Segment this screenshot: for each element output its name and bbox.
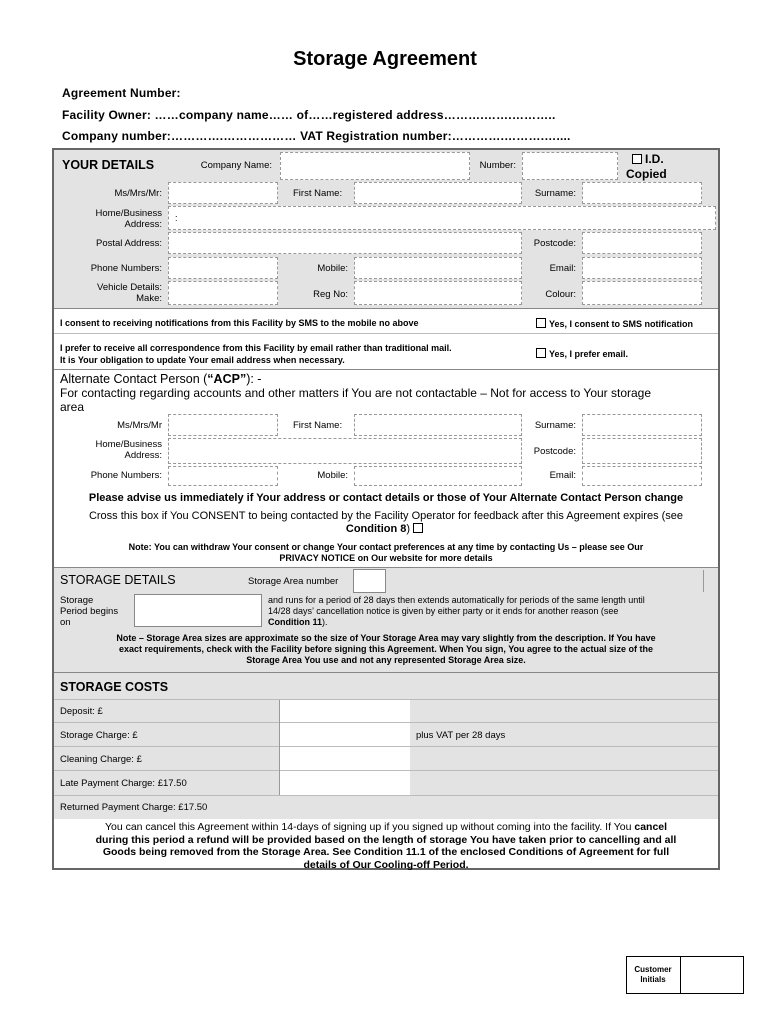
- acp-phone-label: Phone Numbers:: [90, 470, 162, 481]
- divider: [703, 570, 704, 592]
- acp-mobile-label: Mobile:: [317, 470, 348, 481]
- colour-label: Colour:: [545, 289, 576, 300]
- id-copied-label-2: Copied: [626, 167, 667, 181]
- deposit-label: Deposit: £: [60, 706, 103, 717]
- postcode-label: Postcode:: [533, 238, 576, 249]
- acp-description: For contacting regarding accounts and other matters if You are not contactable – Not for access to Your storage area: [60, 386, 652, 414]
- acp-phone-field[interactable]: [168, 466, 278, 486]
- divider: [54, 308, 718, 309]
- cooling-off-notice: You can cancel this Agreement within 14-days of signing up if you signed up without coming into the facility. If You cancel during this period a refund will be provided based on the length of storage You have taken prior to cancelling and all Goods being removed from the Storage Area. See Condition 11.1 of the enclosed Conditions of Agreement for full details of Our Cooling-off Period.: [95, 821, 677, 871]
- customer-initials-label: Customer Initials: [634, 965, 672, 984]
- storage-size-note: Note – Storage Area sizes are approximate so the size of Your Storage Area may vary slightly from the description. If You have exact requirements, check with the Facility before signing this Agreement. When You sign, You agree to the actual size of the Storage Area You use and not any represented Storage Area size.: [116, 633, 656, 665]
- email-preference-checkbox[interactable]: [536, 348, 628, 359]
- acp-email-label: Email:: [549, 470, 576, 481]
- acp-surname-field[interactable]: [582, 414, 702, 436]
- divider: [54, 770, 718, 771]
- facility-owner: Facility Owner: ……company name…… of……registered address……….…….………..: [62, 108, 556, 122]
- first-name-field[interactable]: [354, 182, 522, 204]
- feedback-consent: Cross this box if You CONSENT to being contacted by the Facility Operator for feedback after this Agreement expires (see Condition 8): [88, 510, 684, 535]
- sms-consent-label: Yes, I consent to SMS notification: [549, 319, 694, 329]
- address-colon: :: [175, 213, 178, 223]
- sms-consent-checkbox[interactable]: [536, 318, 693, 329]
- company-name-field[interactable]: [280, 152, 470, 180]
- acp-postcode-label: Postcode:: [533, 446, 576, 457]
- checkbox-icon: [536, 348, 546, 358]
- number-field[interactable]: [522, 152, 618, 180]
- postal-address-field[interactable]: [168, 232, 522, 254]
- vehicle-label: Vehicle Details: Make:: [97, 282, 162, 304]
- checkbox-icon: [632, 154, 642, 164]
- acp-postcode-field[interactable]: [582, 438, 702, 464]
- cleaning-charge-label: Cleaning Charge: £: [60, 754, 142, 765]
- period-begins-field[interactable]: [134, 594, 262, 627]
- feedback-consent-checkbox[interactable]: [413, 523, 423, 533]
- acp-first-name-label: First Name:: [293, 420, 343, 431]
- acp-email-field[interactable]: [582, 466, 702, 486]
- mobile-field[interactable]: [354, 257, 522, 279]
- address-field[interactable]: [168, 206, 716, 230]
- title-field[interactable]: [168, 182, 278, 204]
- storage-area-number-label: Storage Area number: [248, 576, 339, 587]
- mobile-label: Mobile:: [317, 263, 348, 274]
- acp-title-label: Ms/Mrs/Mr: [117, 420, 162, 431]
- phone-field[interactable]: [168, 257, 278, 279]
- divider: [54, 722, 718, 723]
- reg-no-label: Reg No:: [313, 289, 348, 300]
- period-terms: and runs for a period of 28 days then extends automatically for periods of the same length until 14/28 days’ cancellation notice is given by either party or it ends for another reason (see Condition 11).: [268, 595, 645, 627]
- divider: [54, 699, 718, 700]
- acp-surname-label: Surname:: [534, 420, 576, 431]
- company-number: Company number:………….……………… VAT Registration number:………….……….…....: [62, 129, 571, 143]
- privacy-note: Note: You can withdraw Your consent or change Your contact preferences at any time by contacting Us – please see Our PRIVACY NOTICE on Our website for more details: [128, 542, 644, 563]
- title-label: Ms/Mrs/Mr:: [114, 188, 162, 199]
- sms-consent-text: I consent to receiving notifications from this Facility by SMS to the mobile no above: [60, 318, 419, 328]
- acp-title-field[interactable]: [168, 414, 278, 436]
- plus-vat-label: plus VAT per 28 days: [416, 730, 506, 741]
- vehicle-make-field[interactable]: [168, 281, 278, 305]
- acp-heading: Alternate Contact Person (“ACP”): -: [60, 372, 262, 386]
- storage-costs-heading: STORAGE COSTS: [60, 680, 169, 694]
- address-label: Home/Business Address:: [95, 208, 162, 230]
- divider: [54, 369, 718, 370]
- postal-address-label: Postal Address:: [95, 238, 162, 249]
- customer-initials-field[interactable]: [681, 957, 743, 993]
- advise-notice: Please advise us immediately if Your address or contact details or those of Your Alternate Contact Person change: [88, 492, 684, 504]
- first-name-label: First Name:: [293, 188, 343, 199]
- storage-details-heading: STORAGE DETAILS: [60, 573, 176, 587]
- divider: [54, 333, 718, 334]
- surname-field[interactable]: [582, 182, 702, 204]
- surname-label: Surname:: [534, 188, 576, 199]
- colour-field[interactable]: [582, 281, 702, 305]
- company-name-label: Company Name:: [200, 160, 272, 171]
- period-begins-label: Storage Period begins on: [60, 595, 119, 628]
- email-label: Email:: [549, 263, 576, 274]
- acp-first-name-field[interactable]: [354, 414, 522, 436]
- checkbox-icon: [536, 318, 546, 328]
- your-details-heading: YOUR DETAILS: [62, 158, 155, 172]
- phone-label: Phone Numbers:: [90, 263, 162, 274]
- number-label: Number:: [479, 160, 516, 171]
- acp-address-label: Home/Business Address:: [95, 439, 162, 461]
- divider: [54, 746, 718, 747]
- storage-charge-label: Storage Charge: £: [60, 730, 138, 741]
- returned-payment-label: Returned Payment Charge: £17.50: [60, 802, 208, 813]
- acp-mobile-field[interactable]: [354, 466, 522, 486]
- email-preference-label: Yes, I prefer email.: [549, 349, 629, 359]
- costs-amount-column[interactable]: [280, 700, 410, 795]
- email-field[interactable]: [582, 257, 702, 279]
- page-title: Storage Agreement: [293, 48, 477, 70]
- divider: [279, 700, 280, 795]
- late-payment-label: Late Payment Charge: £17.50: [60, 778, 187, 789]
- agreement-number: Agreement Number:: [62, 86, 181, 100]
- id-copied-label: I.D.: [645, 152, 664, 166]
- divider: [54, 795, 718, 796]
- acp-address-field[interactable]: [168, 438, 522, 464]
- storage-area-number-field[interactable]: [353, 569, 386, 593]
- id-copied-checkbox[interactable]: [632, 152, 664, 166]
- postcode-field[interactable]: [582, 232, 702, 254]
- email-preference-text: I prefer to receive all correspondence from this Facility by email rather than traditional mail. It is Your obligation to update Your email address when necessary.: [60, 343, 452, 365]
- reg-no-field[interactable]: [354, 281, 522, 305]
